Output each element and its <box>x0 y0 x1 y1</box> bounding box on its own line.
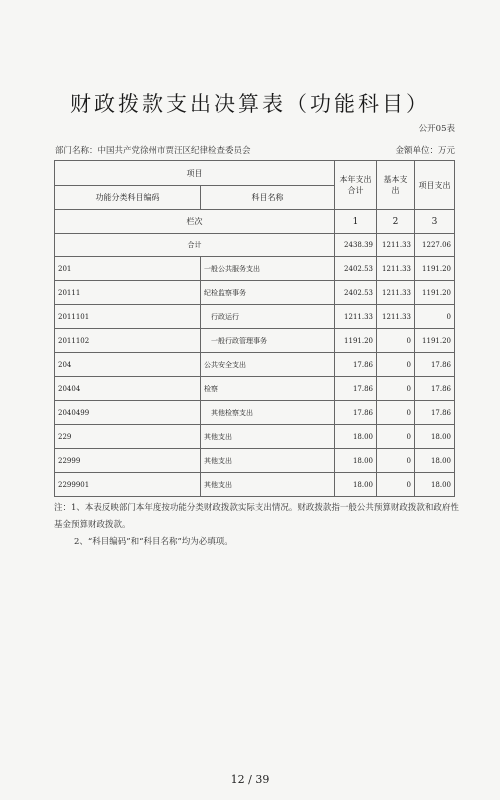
amount-unit-label: 金额单位：万元 <box>395 146 455 156</box>
total-basic: 1211.33 <box>377 234 415 257</box>
row-name: 行政运行 <box>201 305 335 329</box>
table-row <box>55 281 455 305</box>
page-number: 12 / 39 <box>230 773 270 786</box>
row-total: 17.86 <box>335 353 377 377</box>
row-code: 20404 <box>55 377 201 401</box>
header-code: 功能分类科目编码 <box>55 186 201 210</box>
row-total: 1211.33 <box>335 305 377 329</box>
row-code: 2299901 <box>55 473 201 497</box>
table-row <box>55 425 455 449</box>
row-code: 229 <box>55 425 201 449</box>
table-notes <box>54 500 464 551</box>
row-project: 1191.20 <box>415 281 455 305</box>
row-basic: 0 <box>377 377 415 401</box>
form-code: 公开05表 <box>418 124 455 134</box>
row-basic: 0 <box>377 329 415 353</box>
row-name: 一般行政管理事务 <box>201 329 335 353</box>
note-1: 注：1、本表反映部门本年度按功能分类财政拨款实际支出情况。财政拨款指一般公共预算财政拨款和政府性基金预算财政拨款。 <box>54 503 459 530</box>
row-code: 2011101 <box>55 305 201 329</box>
row-code: 201 <box>55 257 201 281</box>
row-project: 18.00 <box>415 473 455 497</box>
table-row-total <box>55 234 455 257</box>
col-number-2: 2 <box>377 210 415 234</box>
row-total: 18.00 <box>335 473 377 497</box>
table-row <box>55 329 455 353</box>
row-total: 18.00 <box>335 425 377 449</box>
table-row <box>55 401 455 425</box>
row-total: 18.00 <box>335 449 377 473</box>
row-total: 17.86 <box>335 401 377 425</box>
row-basic: 0 <box>377 473 415 497</box>
row-code: 22999 <box>55 449 201 473</box>
row-name: 其他支出 <box>201 473 335 497</box>
row-project: 0 <box>415 305 455 329</box>
expenditure-table <box>54 160 455 497</box>
row-name: 其他检察支出 <box>201 401 335 425</box>
total-project: 1227.06 <box>415 234 455 257</box>
row-code: 2011102 <box>55 329 201 353</box>
row-total: 17.86 <box>335 377 377 401</box>
row-name: 纪检监察事务 <box>201 281 335 305</box>
table-row <box>55 305 455 329</box>
header-lanci: 栏次 <box>55 210 335 234</box>
row-basic: 1211.33 <box>377 305 415 329</box>
row-basic: 0 <box>377 425 415 449</box>
page-title: 财政拨款支出决算表（功能科目） <box>70 92 430 116</box>
header-col-project: 项目支出 <box>415 161 455 210</box>
row-code: 204 <box>55 353 201 377</box>
row-project: 17.86 <box>415 377 455 401</box>
table-row <box>55 473 455 497</box>
table-row <box>55 353 455 377</box>
row-total: 2402.53 <box>335 257 377 281</box>
header-item: 项目 <box>55 161 335 186</box>
row-code: 20111 <box>55 281 201 305</box>
department-label: 部门名称：中国共产党徐州市贾汪区纪律检查委员会 <box>55 146 251 156</box>
row-basic: 0 <box>377 353 415 377</box>
col-number-3: 3 <box>415 210 455 234</box>
table-row <box>55 377 455 401</box>
header-name: 科目名称 <box>201 186 335 210</box>
row-project: 18.00 <box>415 425 455 449</box>
row-name: 其他支出 <box>201 425 335 449</box>
row-project: 17.86 <box>415 401 455 425</box>
row-basic: 0 <box>377 449 415 473</box>
row-name: 其他支出 <box>201 449 335 473</box>
row-project: 1191.20 <box>415 329 455 353</box>
row-basic: 0 <box>377 401 415 425</box>
row-project: 18.00 <box>415 449 455 473</box>
header-col-total: 本年支出合计 <box>335 161 377 210</box>
row-basic: 1211.33 <box>377 281 415 305</box>
total-label: 合计 <box>55 234 335 257</box>
row-name: 一般公共服务支出 <box>201 257 335 281</box>
row-name: 检察 <box>201 377 335 401</box>
row-basic: 1211.33 <box>377 257 415 281</box>
total-amount: 2438.39 <box>335 234 377 257</box>
note-2: 2、“科目编码”和“科目名称”均为必填项。 <box>74 537 233 547</box>
table-row <box>55 449 455 473</box>
row-total: 2402.53 <box>335 281 377 305</box>
row-project: 17.86 <box>415 353 455 377</box>
header-col-basic: 基本支出 <box>377 161 415 210</box>
row-project: 1191.20 <box>415 257 455 281</box>
row-total: 1191.20 <box>335 329 377 353</box>
row-name: 公共安全支出 <box>201 353 335 377</box>
row-code: 2040499 <box>55 401 201 425</box>
table-row <box>55 257 455 281</box>
col-number-1: 1 <box>335 210 377 234</box>
